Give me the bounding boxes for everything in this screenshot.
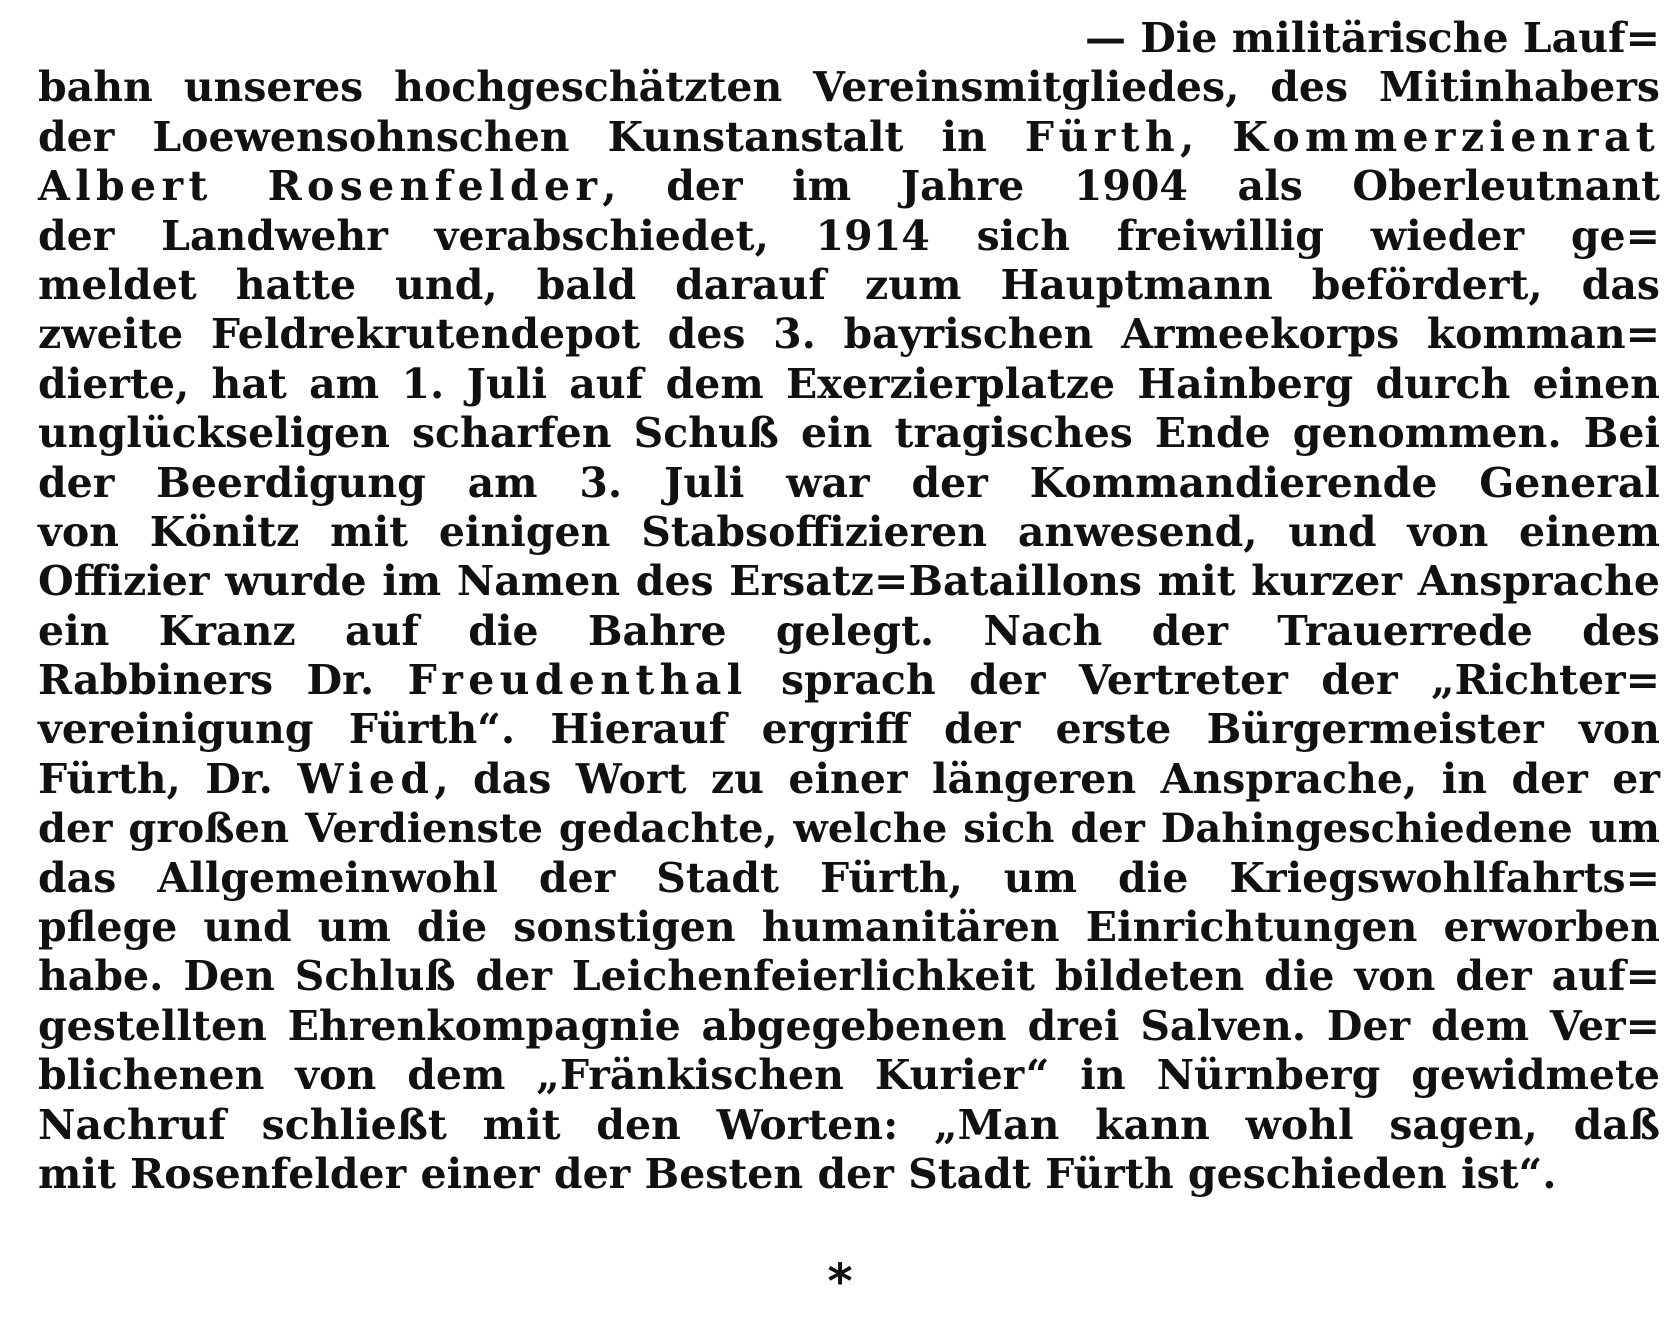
text-line [38, 705, 1660, 754]
text-line [38, 557, 1660, 606]
spaced-name: Albert Rosenfelder [38, 162, 603, 211]
text-line [38, 656, 1660, 705]
text-segment: der großen Verdienste gedachte, welche sich der Dahingeschiedene um [38, 805, 1660, 853]
text-line [38, 607, 1660, 656]
text-segment: pflege und um die sonstigen humanitären Einrichtungen erworben [38, 903, 1660, 952]
article-body [38, 14, 1660, 1199]
asterisk-divider: * [827, 1254, 853, 1310]
text-line [38, 409, 1660, 458]
text-line [38, 14, 1660, 63]
spaced-name: Wied [297, 754, 435, 803]
text-segment: Fürth, Dr. [38, 754, 298, 803]
text-line [38, 63, 1660, 112]
text-segment: dierte, hat am 1. Juli auf dem Exerzierplatze Hainberg durch einen [38, 359, 1660, 408]
text-line [38, 113, 1660, 162]
spaced-name: Kommerzienrat [1232, 112, 1660, 161]
text-segment: der Beerdigung am 3. Juli war der Kommandierende General [38, 458, 1660, 507]
text-segment: Rabbiners Dr. [38, 656, 408, 705]
text-line [38, 459, 1660, 508]
text-segment: habe. Den Schluß der Leichenfeierlichkeit bildeten die von der auf= [38, 952, 1660, 1001]
text-segment: meldet hatte und, bald darauf zum Hauptmann befördert, das [38, 260, 1660, 309]
text-line [38, 755, 1660, 804]
text-line [38, 804, 1660, 853]
text-segment: , der im Jahre 1904 als Oberleutnant [602, 162, 1660, 211]
text-line [38, 212, 1660, 261]
text-segment: unglückseligen scharfen Schuß ein tragisches Ende genommen. Bei [38, 409, 1660, 458]
text-line [38, 1051, 1660, 1100]
text-line [38, 952, 1660, 1001]
text-line [38, 508, 1660, 557]
text-segment: Offizier wurde im Namen des Ersatz=Bataillons mit kurzer Ansprache [38, 557, 1660, 606]
text-line [38, 1101, 1660, 1150]
text-segment: gestellten Ehrenkompagnie abgegebenen drei Salven. Der dem Ver= [38, 1001, 1660, 1050]
text-line [38, 854, 1660, 903]
text-segment: , das Wort zu einer längeren Ansprache, in der er [434, 754, 1660, 803]
text-segment: vereinigung Fürth“. Hierauf ergriff der erste Bürgermeister von [38, 705, 1660, 754]
text-segment: blichenen von dem „Fränkischen Kurier“ in Nürnberg gewidmete [38, 1051, 1660, 1100]
text-line [38, 360, 1660, 409]
spaced-name: Freudenthal [407, 656, 748, 705]
text-line [38, 310, 1660, 359]
spaced-name: Fürth [1024, 112, 1181, 161]
text-segment: Nachruf schließt mit den Worten: „Man kann wohl sagen, daß [38, 1100, 1660, 1149]
text-segment: der Landwehr verabschiedet, 1914 sich freiwillig wieder ge= [38, 211, 1660, 260]
text-segment: der Loewensohnschen Kunstanstalt in [38, 112, 1025, 161]
text-segment: von Könitz mit einigen Stabsoffizieren anwesend, und von einem [38, 507, 1660, 556]
text-segment: bahn unseres hochgeschätzten Vereinsmitgliedes, des Mitinhabers [38, 63, 1660, 112]
text-line [38, 1002, 1660, 1051]
text-line [38, 903, 1660, 952]
text-segment: sprach der Vertreter der „Richter= [747, 656, 1660, 705]
text-line [38, 1150, 1660, 1199]
text-line [38, 261, 1660, 310]
text-segment: das Allgemeinwohl der Stadt Fürth, um die Kriegswohlfahrts= [38, 853, 1660, 902]
text-segment: — Die militärische Lauf= [1085, 14, 1660, 62]
text-segment: mit Rosenfelder einer der Besten der Stadt Fürth geschieden ist“. [38, 1149, 1557, 1198]
text-segment: zweite Feldrekrutendepot des 3. bayrischen Armeekorps komman= [38, 310, 1660, 359]
text-segment: ein Kranz auf die Bahre gelegt. Nach der Trauerrede des [38, 606, 1660, 655]
text-segment: , [1180, 112, 1233, 161]
text-line [38, 162, 1660, 211]
